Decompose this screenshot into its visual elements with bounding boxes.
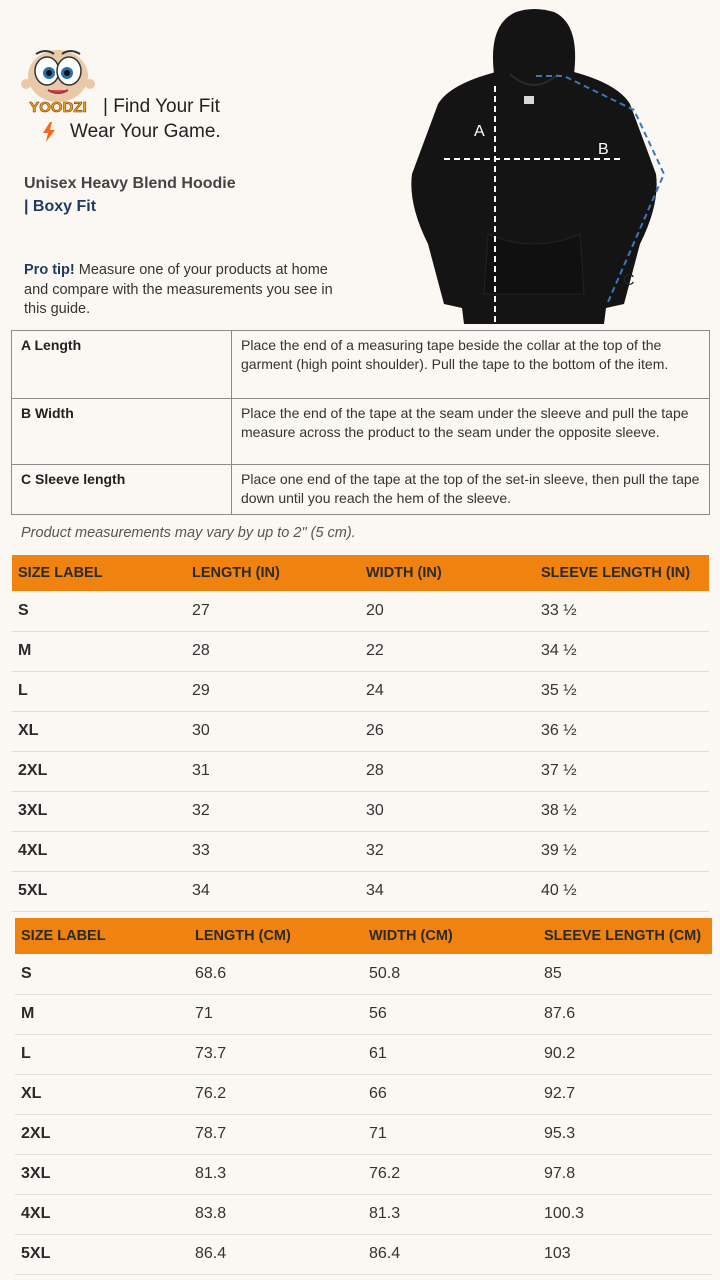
measurement-cell: 26 bbox=[360, 711, 535, 751]
measurement-cell: 33 ½ bbox=[535, 591, 709, 631]
product-fit: | Boxy Fit bbox=[24, 198, 97, 215]
measurement-cell: 66 bbox=[363, 1074, 538, 1114]
table-row bbox=[15, 1114, 712, 1154]
tagline-find-fit: | Find Your Fit bbox=[103, 96, 220, 117]
measurement-cell: 35 ½ bbox=[535, 671, 709, 711]
measurement-cell: 86.4 bbox=[189, 1234, 363, 1274]
table-row bbox=[12, 671, 709, 711]
tagline-row bbox=[42, 121, 221, 143]
measurement-cell: 83.8 bbox=[189, 1194, 363, 1234]
measurement-cell: 32 bbox=[360, 831, 535, 871]
measurement-cell: 33 bbox=[186, 831, 360, 871]
measurement-cell: 31 bbox=[186, 751, 360, 791]
table-row bbox=[15, 1234, 712, 1274]
measurement-description: Place the end of a measuring tape beside the collar at the top of the garment (high point shoulder). Pull the tape to the bottom of the item. bbox=[232, 331, 710, 399]
measurement-description: Place one end of the tape at the top of the set-in sleeve, then pull the tape down until you reach the hem of the sleeve. bbox=[232, 465, 710, 515]
column-header: LENGTH (IN) bbox=[186, 555, 360, 591]
measurement-label: C Sleeve length bbox=[12, 465, 232, 515]
measurement-cell: 92.7 bbox=[538, 1074, 712, 1114]
table-row bbox=[15, 954, 712, 994]
measurement-row bbox=[12, 399, 710, 465]
size-label-cell: S bbox=[15, 954, 189, 994]
column-header: SIZE LABEL bbox=[15, 918, 189, 954]
pro-tip bbox=[24, 261, 344, 320]
measurement-cell: 68.6 bbox=[189, 954, 363, 994]
label-c: C bbox=[623, 272, 635, 289]
size-label-cell: 4XL bbox=[15, 1194, 189, 1234]
size-table-inches bbox=[12, 555, 709, 912]
mascot-icon bbox=[21, 50, 95, 102]
measurement-cell: 78.7 bbox=[189, 1114, 363, 1154]
measurement-guide-table bbox=[11, 330, 710, 515]
measurement-cell: 22 bbox=[360, 631, 535, 671]
measurement-cell: 61 bbox=[363, 1034, 538, 1074]
measurement-cell: 81.3 bbox=[189, 1154, 363, 1194]
measurement-cell: 90.2 bbox=[538, 1034, 712, 1074]
column-header: LENGTH (CM) bbox=[189, 918, 363, 954]
hoodie-diagram bbox=[398, 4, 670, 328]
measurement-label: A Length bbox=[12, 331, 232, 399]
measurement-cell: 27 bbox=[186, 591, 360, 631]
table-row bbox=[12, 631, 709, 671]
measurement-cell: 34 ½ bbox=[535, 631, 709, 671]
size-label-cell: 2XL bbox=[12, 751, 186, 791]
measurement-cell: 81.3 bbox=[363, 1194, 538, 1234]
label-b: B bbox=[598, 141, 609, 158]
measurement-row bbox=[12, 465, 710, 515]
table-header-row bbox=[12, 555, 709, 591]
measurement-cell: 30 bbox=[186, 711, 360, 751]
table-row bbox=[12, 751, 709, 791]
size-label-cell: 3XL bbox=[12, 791, 186, 831]
measurement-cell: 40 ½ bbox=[535, 871, 709, 911]
measurement-cell: 95.3 bbox=[538, 1114, 712, 1154]
measurement-cell: 86.4 bbox=[363, 1234, 538, 1274]
measurement-cell: 87.6 bbox=[538, 994, 712, 1034]
measurement-cell: 37 ½ bbox=[535, 751, 709, 791]
measurement-cell: 32 bbox=[186, 791, 360, 831]
measurement-cell: 30 bbox=[360, 791, 535, 831]
size-label-cell: M bbox=[15, 994, 189, 1034]
measurement-cell: 34 bbox=[360, 871, 535, 911]
pro-tip-label: Pro tip! bbox=[24, 262, 75, 278]
lightning-bolt-icon bbox=[42, 122, 56, 142]
product-name: Unisex Heavy Blend Hoodie bbox=[24, 175, 236, 192]
header bbox=[0, 0, 720, 330]
size-label-cell: L bbox=[15, 1034, 189, 1074]
pro-tip-text: Measure one of your products at home and compare with the measurements you see in this guide. bbox=[24, 262, 333, 317]
measurement-cell: 28 bbox=[360, 751, 535, 791]
brand-name: YOODZI bbox=[29, 99, 87, 116]
table-header-row bbox=[15, 918, 712, 954]
column-header: WIDTH (CM) bbox=[363, 918, 538, 954]
measurement-cell: 56 bbox=[363, 994, 538, 1034]
measurement-cell: 39 ½ bbox=[535, 831, 709, 871]
measurement-cell: 50.8 bbox=[363, 954, 538, 994]
measurement-cell: 71 bbox=[189, 994, 363, 1034]
table-row bbox=[12, 831, 709, 871]
size-label-cell: 5XL bbox=[15, 1234, 189, 1274]
column-header: SLEEVE LENGTH (CM) bbox=[538, 918, 712, 954]
measurement-cell: 100.3 bbox=[538, 1194, 712, 1234]
size-label-cell: XL bbox=[12, 711, 186, 751]
measurement-description: Place the end of the tape at the seam under the sleeve and pull the tape measure across the product to the seam under the opposite sleeve. bbox=[232, 399, 710, 465]
measurement-cell: 28 bbox=[186, 631, 360, 671]
brand-logo bbox=[18, 44, 98, 120]
measurement-cell: 71 bbox=[363, 1114, 538, 1154]
table-row bbox=[15, 1154, 712, 1194]
measurement-cell: 76.2 bbox=[363, 1154, 538, 1194]
size-label-cell: 4XL bbox=[12, 831, 186, 871]
size-label-cell: 2XL bbox=[15, 1114, 189, 1154]
table-row bbox=[15, 1034, 712, 1074]
measurement-cell: 20 bbox=[360, 591, 535, 631]
size-label-cell: 3XL bbox=[15, 1154, 189, 1194]
measurement-cell: 85 bbox=[538, 954, 712, 994]
size-label-cell: S bbox=[12, 591, 186, 631]
table-row bbox=[15, 994, 712, 1034]
table-row bbox=[12, 871, 709, 911]
measurement-cell: 36 ½ bbox=[535, 711, 709, 751]
table-row bbox=[12, 791, 709, 831]
measurement-cell: 34 bbox=[186, 871, 360, 911]
variance-note: Product measurements may vary by up to 2" (5 cm). bbox=[21, 525, 356, 541]
size-label-cell: 5XL bbox=[12, 871, 186, 911]
measurement-cell: 103 bbox=[538, 1234, 712, 1274]
measurement-cell: 97.8 bbox=[538, 1154, 712, 1194]
column-header: SLEEVE LENGTH (IN) bbox=[535, 555, 709, 591]
label-a: A bbox=[474, 123, 485, 140]
tagline-wear-game: Wear Your Game. bbox=[70, 121, 221, 142]
measurement-cell: 76.2 bbox=[189, 1074, 363, 1114]
table-row bbox=[15, 1194, 712, 1234]
measurement-cell: 29 bbox=[186, 671, 360, 711]
table-row bbox=[12, 591, 709, 631]
measurement-cell: 38 ½ bbox=[535, 791, 709, 831]
measurement-label: B Width bbox=[12, 399, 232, 465]
size-label-cell: M bbox=[12, 631, 186, 671]
size-label-cell: L bbox=[12, 671, 186, 711]
measurement-cell: 73.7 bbox=[189, 1034, 363, 1074]
hoodie-icon bbox=[411, 9, 656, 324]
column-header: SIZE LABEL bbox=[12, 555, 186, 591]
size-table-cm bbox=[15, 918, 712, 1275]
size-label-cell: XL bbox=[15, 1074, 189, 1114]
table-row bbox=[12, 711, 709, 751]
measurement-cell: 24 bbox=[360, 671, 535, 711]
column-header: WIDTH (IN) bbox=[360, 555, 535, 591]
table-row bbox=[15, 1074, 712, 1114]
measurement-row bbox=[12, 331, 710, 399]
product-title bbox=[24, 172, 236, 218]
